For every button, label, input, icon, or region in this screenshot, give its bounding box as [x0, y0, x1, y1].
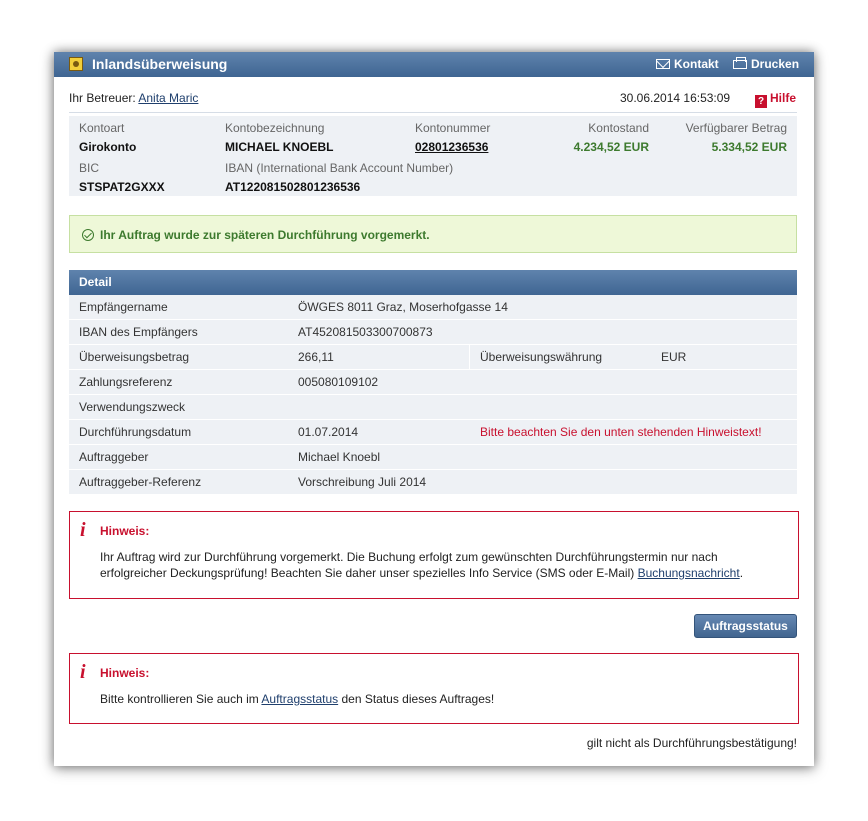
row-label: Durchführungsdatum — [79, 425, 192, 439]
row-value: ÖWGES 8011 Graz, Moserhofgasse 14 — [298, 300, 508, 314]
printer-icon — [733, 60, 747, 69]
row-value: Vorschreibung Juli 2014 — [298, 475, 427, 489]
hint-box-status — [69, 653, 799, 724]
success-banner — [69, 215, 797, 253]
table-row — [69, 345, 797, 370]
verfuegbar-value: 5.334,52 EUR — [711, 140, 787, 154]
iban-label: IBAN (International Bank Account Number) — [225, 161, 454, 175]
detail-heading: Detail — [79, 275, 112, 289]
hint-text-end: den Status dieses Auftrages! — [338, 692, 495, 706]
row-label: Zahlungsreferenz — [79, 375, 173, 389]
row-label: Auftraggeber-Referenz — [79, 475, 202, 489]
timestamp: 30.06.2014 16:53:09 — [620, 91, 731, 105]
kontobezeichnung-label: Kontobezeichnung — [225, 121, 325, 135]
contact-label: Kontakt — [674, 57, 719, 71]
title-bar — [54, 52, 814, 77]
account-summary — [69, 116, 797, 196]
table-row — [69, 470, 797, 495]
advisor-label: Ihr Betreuer: — [69, 91, 136, 105]
transfer-icon — [69, 57, 83, 71]
row-value: 005080109102 — [298, 375, 379, 389]
page-title: Inlandsüberweisung — [92, 56, 228, 72]
column-divider — [469, 345, 470, 369]
hint-text-end: . — [739, 566, 744, 580]
row-label: Überweisungsbetrag — [79, 350, 190, 364]
table-row — [69, 445, 797, 470]
detail-table — [69, 295, 797, 495]
bic-value: STSPAT2GXXX — [79, 180, 165, 194]
info-icon: i — [80, 661, 86, 683]
help-icon: ? — [755, 95, 767, 108]
row-label-secondary: Überweisungswährung — [480, 350, 603, 364]
row-label: Verwendungszweck — [79, 400, 186, 414]
hint-text-main: Ihr Auftrag wird zur Durchführung vorgemerkt. Die Buchung erfolgt zum gewünschten Durchführungstermin nur nach erfolgreicher Deckungsprüfung! Beachten Sie daher unser spezielles Info Service (SMS oder E-Mail) — [100, 550, 718, 580]
order-status-link[interactable]: Auftragsstatus — [261, 692, 339, 706]
row-value: AT452081503300700873 — [298, 325, 433, 339]
check-circle-icon — [82, 229, 94, 241]
kontonummer-link[interactable]: 02801236536 — [415, 140, 489, 154]
hint-text-main: Bitte kontrollieren Sie auch im — [100, 692, 262, 706]
iban-value: AT122081502801236536 — [225, 180, 361, 194]
help-label: Hilfe — [770, 91, 797, 105]
table-row — [69, 320, 797, 345]
divider — [69, 112, 797, 113]
row-value-secondary: EUR — [661, 350, 687, 364]
print-label: Drucken — [751, 57, 800, 71]
kontobezeichnung-value: MICHAEL KNOEBL — [225, 140, 334, 154]
footer-note: gilt nicht als Durchführungsbestätigung! — [586, 736, 797, 750]
transfer-window — [54, 52, 814, 766]
kontonummer-label: Kontonummer — [415, 121, 491, 135]
row-label: Empfängername — [79, 300, 168, 314]
booking-notification-link[interactable]: Buchungsnachricht — [637, 566, 740, 580]
warning-text: Bitte beachten Sie den unten stehenden Hinweistext! — [480, 425, 762, 439]
kontoart-value: Girokonto — [79, 140, 137, 154]
print-link[interactable] — [733, 57, 799, 71]
row-label: IBAN des Empfängers — [79, 325, 198, 339]
meta-line — [69, 91, 797, 109]
table-row — [69, 370, 797, 395]
hint-text — [100, 691, 780, 707]
verfuegbar-label: Verfügbarer Betrag — [685, 121, 787, 135]
advisor-link[interactable]: Anita Maric — [138, 91, 199, 105]
table-row — [69, 295, 797, 320]
bic-label: BIC — [79, 161, 100, 175]
success-message: Ihr Auftrag wurde zur späteren Durchführung vorgemerkt. — [100, 228, 430, 242]
table-row — [69, 395, 797, 420]
info-icon: i — [80, 519, 86, 541]
detail-header — [69, 270, 797, 295]
envelope-icon — [656, 59, 670, 69]
hint-title: Hinweis: — [100, 666, 150, 680]
help-link[interactable] — [755, 91, 796, 108]
hint-text — [100, 549, 780, 581]
row-value: 266,11 — [298, 350, 334, 364]
kontoart-label: Kontoart — [79, 121, 125, 135]
contact-link[interactable] — [656, 57, 719, 71]
hint-box-booking — [69, 511, 799, 599]
row-value: 01.07.2014 — [298, 425, 359, 439]
order-status-button[interactable]: Auftragsstatus — [694, 614, 797, 638]
kontostand-label: Kontostand — [588, 121, 649, 135]
hint-title: Hinweis: — [100, 524, 150, 538]
row-value: Michael Knoebl — [298, 450, 381, 464]
kontostand-value: 4.234,52 EUR — [573, 140, 649, 154]
table-row — [69, 420, 797, 445]
advisor — [69, 91, 198, 105]
row-label: Auftraggeber — [79, 450, 149, 464]
